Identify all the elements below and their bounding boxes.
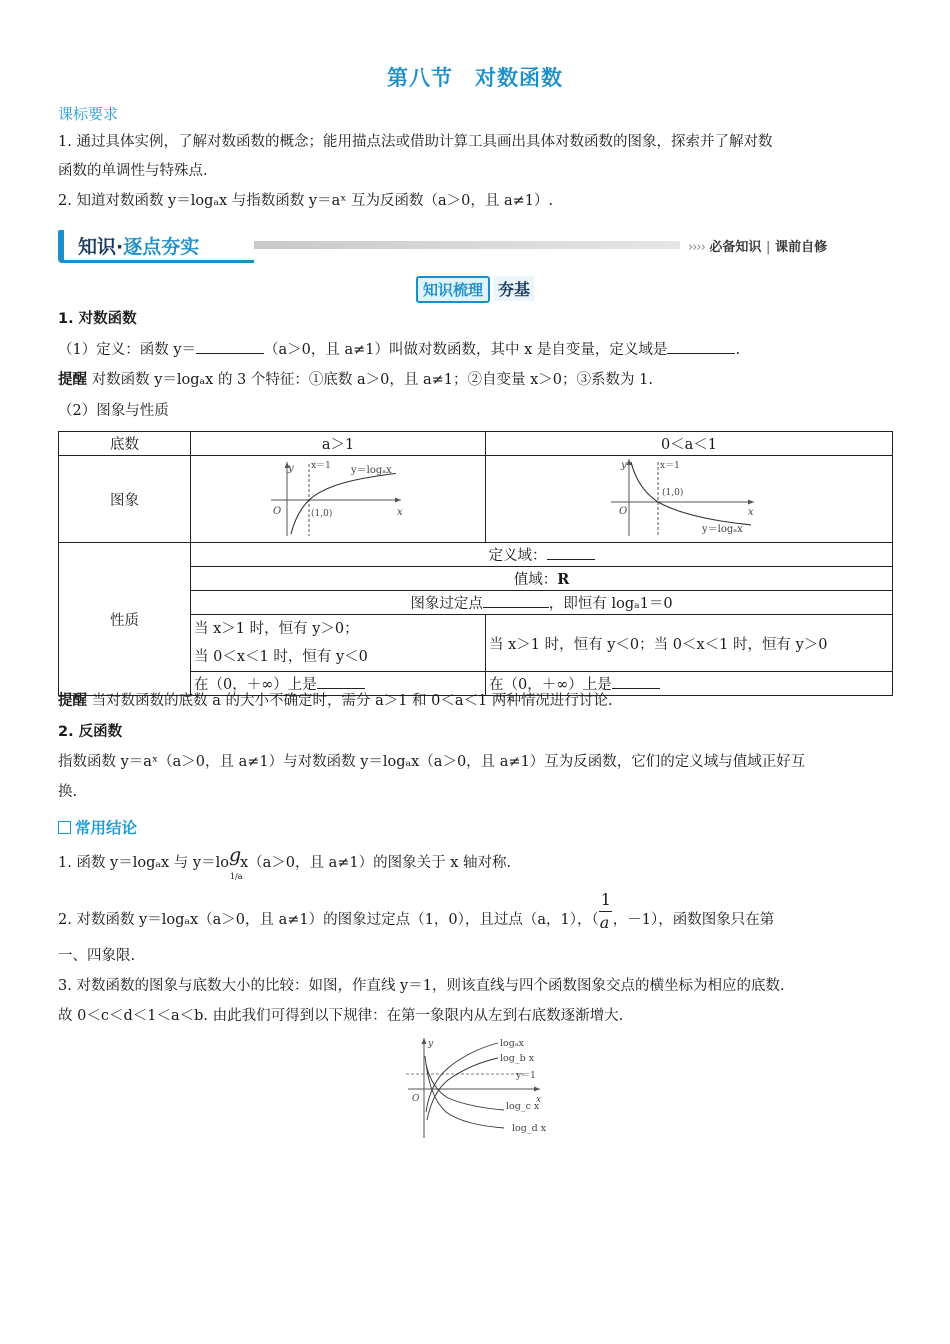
tip-label: 提醒: [58, 372, 87, 388]
fraction-bar: [599, 911, 612, 912]
range-label: 值域：: [513, 572, 558, 588]
curriculum-item2: 2. 知道对数函数 y＝logₐx 与指数函数 y＝aˣ 互为反函数（a＞0，且 a≠1）.: [58, 193, 554, 209]
label-origin: O: [273, 506, 282, 517]
fig3-label-logd: log_d x: [512, 1123, 547, 1134]
curve-log-d: [425, 1056, 504, 1128]
blank-fixed: [483, 593, 549, 608]
arrow-icon: [534, 1087, 540, 1092]
label-point: (1,0): [311, 509, 333, 519]
blank-domain: [667, 339, 735, 354]
arrow-icon: [422, 1038, 427, 1044]
s1-sub2: （2）图象与性质: [58, 403, 169, 419]
tip2-label: 提醒: [58, 693, 87, 709]
conclusion-2-line2: 一、四象限.: [58, 948, 136, 964]
def-a: （1）定义：函数 y＝: [58, 342, 197, 358]
label-x: x: [397, 507, 403, 518]
domain-label: 定义域：: [488, 548, 547, 564]
banner-bar: [254, 241, 680, 249]
tip-text: 对数函数 y＝logₐx 的 3 个特征：①底数 a＞0，且 a≠1；②自变量 x＞0；③系数为 1.: [91, 372, 653, 388]
fig3-label-logb: log_b x: [500, 1053, 535, 1064]
tag-rest: 夯基: [494, 276, 534, 301]
c1-b: x（a＞0，且 a≠1）的图象关于 x 轴对称.: [239, 855, 512, 871]
conclusion-2: [58, 890, 890, 932]
cell-base-header: 底数: [59, 432, 191, 456]
cell-lt1-header: 0＜a＜1: [486, 432, 893, 456]
cell-graph-lt1: [486, 456, 893, 543]
label-origin: O: [619, 506, 628, 517]
cell-fixed-point: [191, 591, 893, 615]
arrow-icon: [748, 500, 754, 505]
table-row: [59, 432, 893, 456]
fig3-label-loga: logₐx: [500, 1038, 524, 1049]
c2-num: 1: [600, 890, 611, 909]
tag-box: 知识梳理: [416, 276, 490, 303]
blank-definition: [196, 339, 264, 354]
conclusions-title: 常用结论: [75, 819, 138, 837]
s1-heading: 1. 对数函数: [58, 311, 137, 327]
arrow-icon: [395, 498, 401, 503]
mono-right: 在（0，＋∞）上是: [489, 677, 612, 693]
blank-mono-lt1: [612, 674, 660, 689]
table-row: [59, 456, 893, 543]
s2-heading: 2. 反函数: [58, 724, 123, 740]
banner-logo: [78, 232, 199, 259]
graph-gt1: [191, 456, 485, 538]
label-y: y: [288, 463, 294, 474]
banner-logo-a: 知识·: [78, 236, 124, 258]
fig3-label-y1: y＝1: [516, 1071, 536, 1081]
sign-gt1-line2: 当 0＜x＜1 时，恒有 y＜0: [194, 649, 368, 665]
graph-lt1: [486, 456, 892, 538]
square-icon: [58, 821, 71, 834]
section-tag: [0, 276, 950, 303]
log-curve: [291, 474, 396, 535]
title-topic: 对数函数: [475, 66, 563, 90]
blank-domain2: [547, 545, 595, 560]
s1-definition: [58, 339, 890, 360]
cell-graph-gt1: [191, 456, 486, 543]
curve-log-c: [426, 1064, 504, 1110]
label-x: x: [748, 507, 754, 518]
mono-left: 在（0，＋∞）上是: [194, 677, 317, 693]
page-title: [0, 62, 950, 92]
banner-sep: |: [765, 240, 771, 255]
arrow-icon: [627, 459, 632, 465]
banner-right: [688, 236, 827, 255]
fig3-label-x: x: [536, 1095, 542, 1105]
c2-b: ，－1），函数图象只在第: [612, 912, 775, 928]
tip2-text: 当对数函数的底数 a 的大小不确定时，需分 a＞1 和 0＜a＜1 两种情况进行讨论.: [91, 693, 613, 709]
def-c: .: [735, 342, 741, 358]
table-row: [59, 543, 893, 567]
c1-sub: 1/a: [229, 872, 243, 881]
properties-table: [58, 431, 893, 696]
banner-logo-b: 逐点夯实: [123, 236, 200, 258]
cell-domain: [191, 543, 893, 567]
blank-mono-gt1: [317, 674, 365, 689]
cell-sign-gt1: [191, 615, 486, 672]
s1-tip: [58, 370, 890, 390]
fig3-label-logc: log_c x: [506, 1101, 540, 1112]
conclusion-3-line1: 3. 对数函数的图象与底数大小的比较：如图，作直线 y＝1，则该直线与四个函数图象交点的横坐标为相应的底数.: [58, 978, 785, 994]
label-fn: y＝logₐx: [351, 465, 392, 476]
cell-graph-label: 图象: [59, 456, 191, 543]
curve-log-a: [426, 1043, 498, 1112]
c1-a: 1. 函数 y＝logₐx 与 y＝lo: [58, 855, 229, 871]
cell-gt1-header: a＞1: [191, 432, 486, 456]
knowledge-banner: [58, 228, 868, 262]
figure-base-comparison: [400, 1034, 550, 1142]
label-y: y: [621, 460, 627, 471]
s2-line1: 指数函数 y＝aˣ（a＞0，且 a≠1）与对数函数 y＝logₐx（a＞0，且 a≠1）互为反函数，它们的定义域与值域正好互: [58, 754, 806, 770]
sign-gt1-line1: 当 x＞1 时，恒有 y＞0；: [194, 621, 359, 637]
def-b: （a＞0，且 a≠1）叫做对数函数，其中 x 是自变量，定义域是: [264, 342, 668, 358]
c2-den: a: [599, 913, 610, 932]
curriculum-item1-line2: 函数的单调性与特殊点.: [58, 163, 208, 179]
label-fn: y＝logₐx: [702, 524, 743, 535]
fixed-a: 图象过定点: [410, 596, 483, 612]
range-value: R: [557, 571, 570, 588]
conclusion-1: [58, 844, 890, 881]
cell-range: [191, 567, 893, 591]
banner-right-a: 必备知识: [709, 240, 762, 255]
fig3-label-y: y: [428, 1039, 434, 1049]
banner-right-b: 课前自修: [775, 240, 828, 255]
fixed-b: ，即恒有 logₐ1＝0: [548, 596, 673, 612]
tip2: [58, 691, 890, 711]
cell-sign-lt1: 当 x＞1 时，恒有 y＜0；当 0＜x＜1 时，恒有 y＞0: [486, 615, 893, 672]
curriculum-item1-line1: 1. 通过具体实例，了解对数函数的概念；能用描点法或借助计算工具画出具体对数函数的图象，探索并了解对数: [58, 134, 773, 150]
c1-g: g: [228, 844, 242, 866]
fig3-label-origin: O: [412, 1094, 420, 1104]
conclusions-heading: [58, 818, 890, 838]
s2-line2: 换.: [58, 784, 78, 800]
label-point: (1,0): [662, 488, 684, 498]
label-x1: x＝1: [311, 461, 331, 471]
conclusion-3-line2: 故 0＜c＜d＜1＜a＜b. 由此我们可得到以下规律：在第一象限内从左到右底数逐渐增大.: [58, 1008, 624, 1024]
log-curve: [631, 462, 751, 525]
c2-a: 2. 对数函数 y＝logₐx（a＞0，且 a≠1）的图象过定点（1，0），且过点（a，1），（: [58, 912, 599, 928]
title-section: 第八节: [387, 66, 453, 90]
label-x1: x＝1: [660, 461, 680, 471]
cell-prop-label: 性质: [59, 543, 191, 696]
chevron-right-icon: ››››: [688, 240, 705, 255]
curriculum-label: 课标要求: [58, 105, 119, 123]
